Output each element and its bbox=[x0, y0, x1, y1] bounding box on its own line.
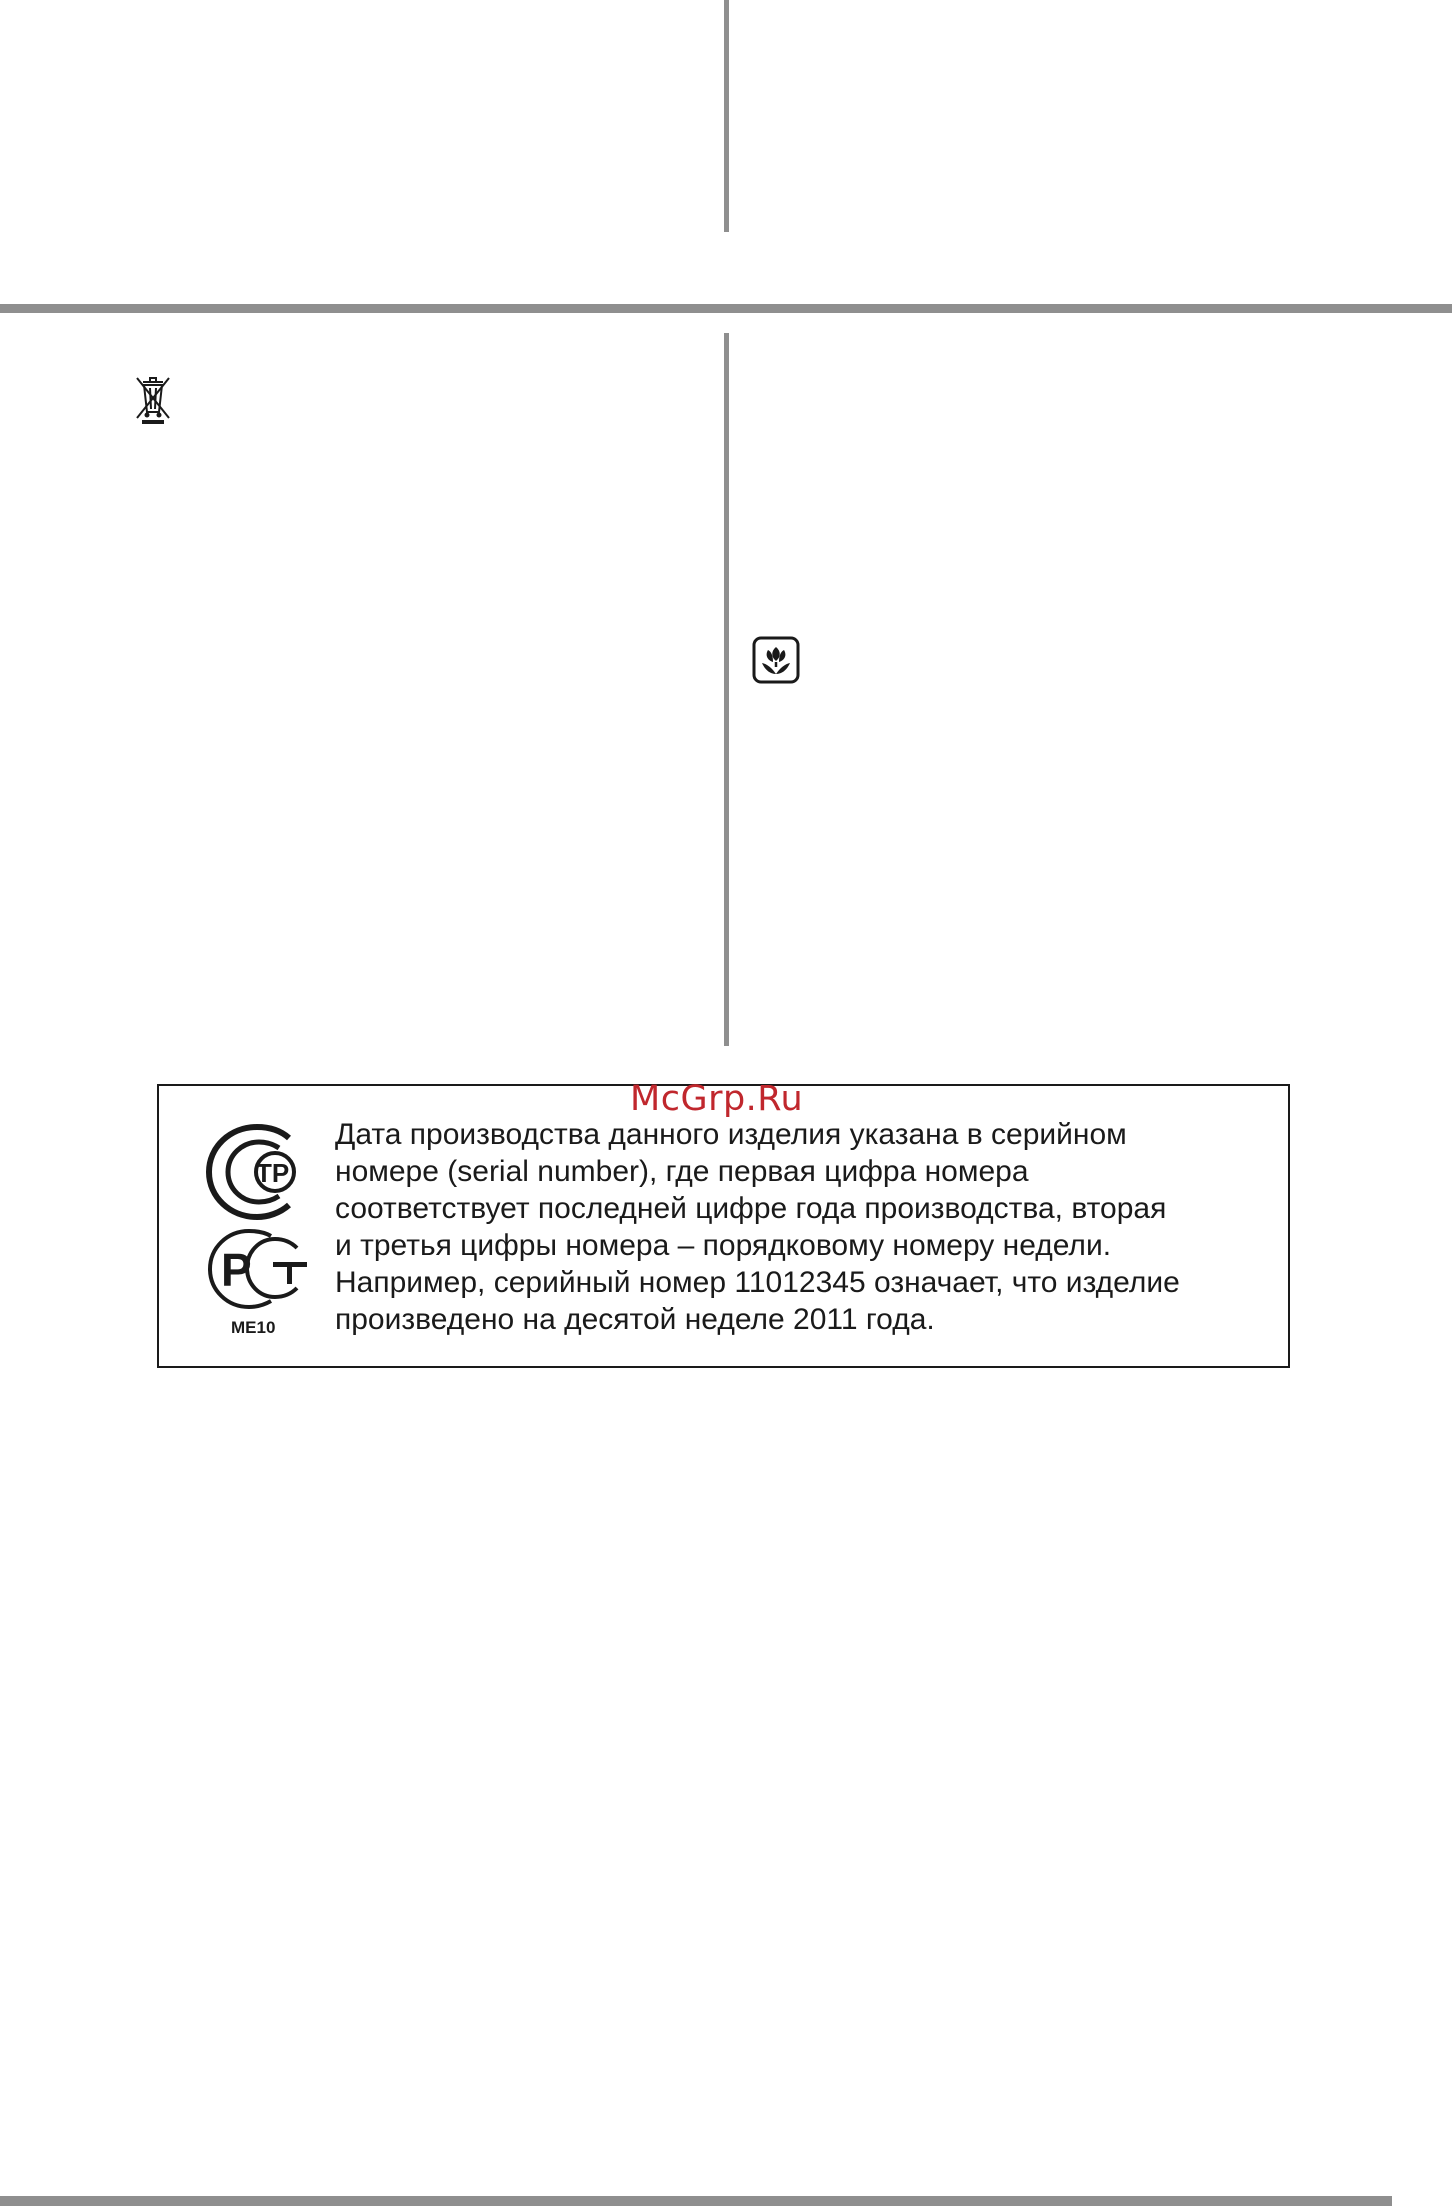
rst-certification-logo bbox=[207, 1228, 317, 1310]
crossed-out-wheelie-bin-icon bbox=[134, 374, 172, 426]
column-divider bbox=[724, 333, 729, 1046]
watermark-text: McGrp.Ru bbox=[630, 1079, 804, 1119]
gost-certification-logo bbox=[205, 1124, 315, 1220]
info-line: Например, серийный номер 11012345 означает, что изделие bbox=[335, 1266, 1180, 1299]
info-line: произведено на десятой неделе 2011 года. bbox=[335, 1303, 935, 1336]
section-separator bbox=[0, 304, 1452, 313]
eco-flower-icon bbox=[752, 636, 800, 684]
info-line: номере (serial number), где первая цифра номера bbox=[335, 1155, 1029, 1188]
info-line: Дата производства данного изделия указана в серийном bbox=[335, 1118, 1127, 1151]
gost-logo-mark: ТР bbox=[256, 1158, 290, 1188]
info-line: и третья цифры номера – порядковому номеру недели. bbox=[335, 1229, 1112, 1262]
rst-logo-mark: Р bbox=[221, 1244, 252, 1296]
production-date-text bbox=[335, 1116, 1275, 1338]
certification-code: ME10 bbox=[231, 1318, 276, 1337]
info-line: соответствует последней цифре года производства, вторая bbox=[335, 1192, 1167, 1225]
top-column-divider bbox=[724, 0, 729, 232]
page-footer-rule bbox=[0, 2196, 1392, 2206]
production-date-info-box bbox=[157, 1079, 1290, 1368]
